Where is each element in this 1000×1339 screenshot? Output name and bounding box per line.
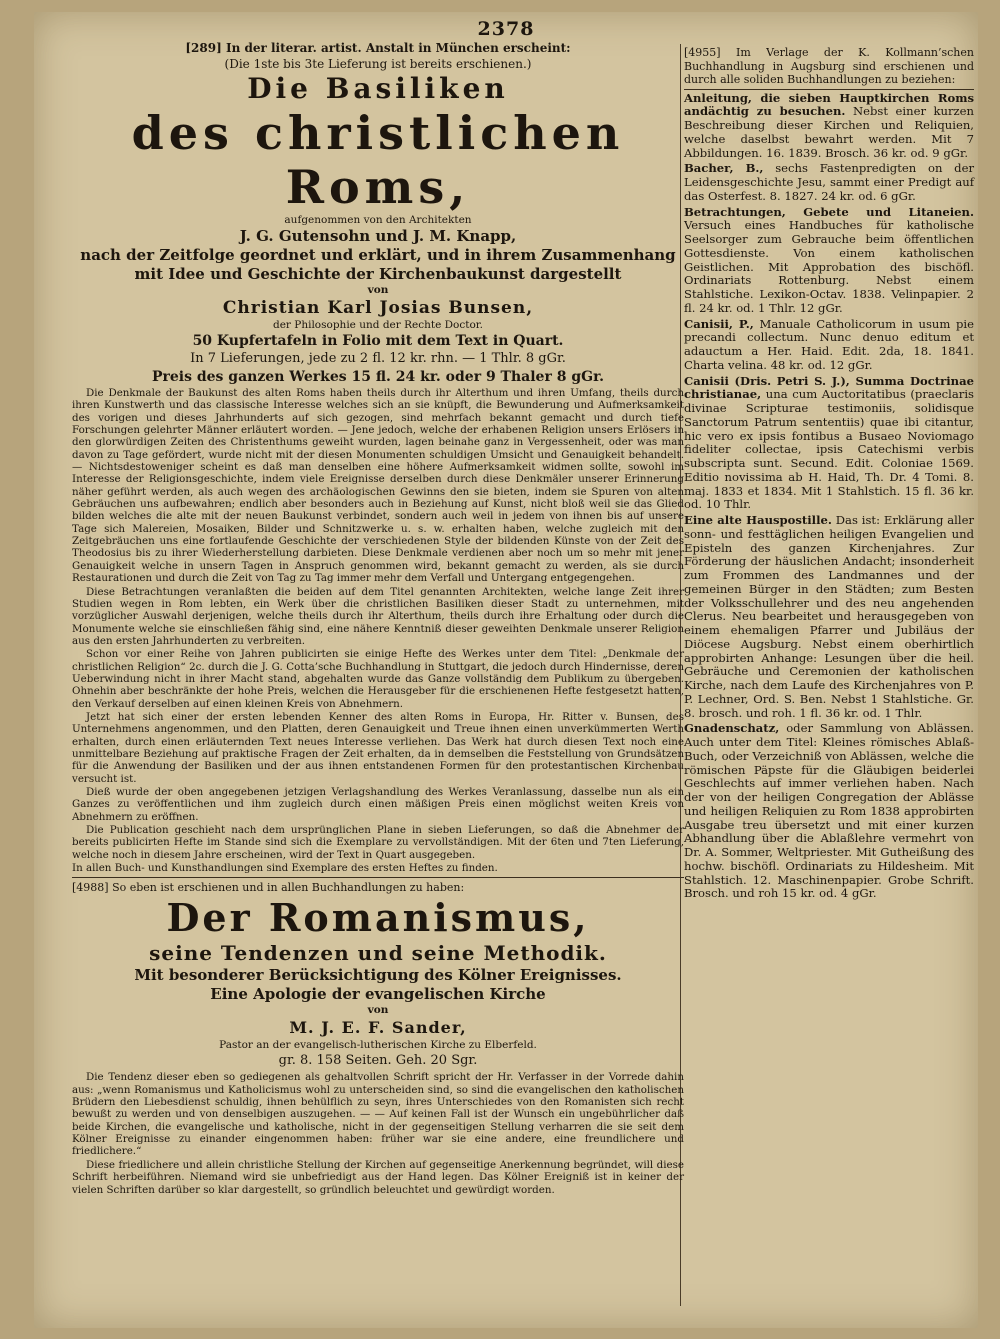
book-entry [684, 206, 974, 316]
left-column [72, 40, 684, 1196]
ad-subtitle: nach der Zeitfolge geordnet und erklärt, und in ihrem Zusammenhang mit Idee und Geschichte der Kirchenbaukunst dargestellt [80, 246, 676, 283]
ad-header-note: (Die 1ste bis 3te Lieferung ist bereits erschienen.) [224, 57, 532, 71]
romanismus-advertisement [72, 880, 684, 1195]
ad-line4: Eine Apologie der evangelischen Kirche [210, 985, 546, 1004]
book-entry [684, 318, 974, 373]
ad-line3: Mit besonderer Berücksichtigung des Kölner Ereignisses. [134, 966, 622, 985]
book-entry [684, 162, 974, 203]
ad-header: [4988] So eben ist erschienen und in allen Buchhandlungen zu haben: [72, 881, 465, 895]
ad-paragraph: Diese Betrachtungen veranlaßten die beiden auf dem Titel genannten Architekten, welche lange Zeit ihrer Studien wegen in Rom lebten, ein Werk über die christlichen Basiliken dieser Stadt zu unternehmen, mit vorzüglicher Auswahl derjenigen, welche theils durch ihr Alterthum, theils durch ihre Erhaltung oder durch die Monumente welche sie einschließen fähig sind, eine nähere Kenntniß dieser geweihten Denkmale unserer Religion aus den ersten Jahrhunderten zu verbreiten. [72, 585, 684, 647]
ad-plates: 50 Kupfertafeln in Folio mit dem Text in Quart. [192, 333, 564, 349]
entry-head: Eine alte Hauspostille. [684, 513, 832, 527]
basiliken-advertisement [72, 40, 684, 874]
ad-total-price: Preis des ganzen Werkes 15 fl. 24 kr. oder 9 Thaler 8 gGr. [151, 369, 605, 385]
entry-text: Versuch eines Handbuches für katholische Seelsorger zum Gebrauche beim öffentlichen Gottesdienste. Von einem katholischen Geistlichen. Mit Approbation des bischöfl. Ordinariats Rottenburg. Nebst einem Stahlstiche. Lexikon-Octav. 1838. Velinpapier. 2 fl. 24 kr. od. 1 Thlr. 12 gGr. [684, 218, 974, 315]
ad-recorded-by: aufgenommen von den Architekten [284, 214, 472, 226]
book-entry [684, 375, 974, 513]
book-entry [684, 92, 974, 161]
entry-head: Anleitung, die sieben Hauptkirchen Roms andächtig zu besuchen. [684, 90, 974, 119]
ad-paragraph: Die Publication geschieht nach dem ursprünglichen Plane in sieben Lieferungen, so daß die Abnehmer der bereits publicirten Hefte im Stande sind sich die Exemplare zu vervollständigen. Mit der 6ten und 7ten Lieferung, welche noch in diesem Jahre erscheinen, wird der Text in Quart ausgegeben. [72, 824, 684, 861]
newspaper-page [34, 12, 978, 1328]
book-list [684, 92, 974, 902]
ad-author: Christian Karl Josias Bunsen, [222, 298, 534, 318]
publisher-header: [4955] Im Verlage der K. Kollmann’schen Buchhandlung in Augsburg sind erschienen und durch alle soliden Buchhandlungen zu beziehen: [684, 46, 974, 86]
entry-head: Betrachtungen, Gebete und Litaneien. [684, 204, 974, 219]
ad-author: M. J. E. F. Sander, [289, 1018, 467, 1038]
ad-format: gr. 8. 158 Seiten. Geh. 20 Sgr. [278, 1053, 478, 1069]
ad-paragraph: Die Tendenz dieser eben so gediegenen als gehaltvollen Schrift spricht der Hr. Verfasser in der Vorrede dahin aus: „wenn Romanismus und Katholicismus wohl zu unterscheiden sind, so sind die evangelischen den katholischen Brüdern den Liebesdienst schuldig, ihnen behülflich zu seyn, ihres Unterschiedes von den Romanisten sich recht bewußt zu werden und von denselbigen auszugehen. — — Auf keinen Fall ist der Wunsch ein ungebührlicher daß beide Kirchen, die evangelische und katholische, nicht in der gegenseitigen Stellung verharren die sie seit dem Kölner Ereignisse zu einander eingenommen haben: früher war sie eine andere, eine freundlichere und friedlichere.“ [72, 1071, 684, 1158]
ad-author-position: Pastor an der evangelisch-lutherischen Kirche zu Elberfeld. [219, 1039, 537, 1052]
ad-deliveries: In 7 Lieferungen, jede zu 2 fl. 12 kr. rhn. — 1 Thlr. 8 gGr. [190, 351, 566, 366]
ad-title-line2: des christlichen Roms, [131, 106, 625, 214]
book-entry [684, 514, 974, 720]
ad-closing-note: In allen Buch- und Kunsthandlungen sind Exemplare des ersten Heftes zu finden. [72, 862, 498, 875]
entry-head: Canisii, P., [684, 316, 754, 331]
entry-text: oder Sammlung von Ablässen. Auch unter dem Titel: Kleines römisches Ablaß-Buch, oder Verzeichniß von Ablässen, welche die römischen Päpste für die Gläubigen beiderlei Geschlechts auf immer verliehen haben. Nach der von der heiligen Congregation der Ablässe und heiligen Reliquien zu Rom 1838 approbirten Ausgabe treu übersetzt und mit einer kurzen Abhandlung über die Ablaßlehre vermehrt von Dr. A. Sommer, Weltpriester. Mit Gutheißung des hochw. bischöfl. Ordinariats zu Hildesheim. Mit Stahlstich. 12. Maschinenpapier. Grobe Schrift. Brosch. und roh 15 kr. od. 4 gGr. [684, 721, 974, 901]
entry-text: Nebst einer kurzen Beschreibung dieser Kirchen und Reliquien, welche daselbst bewahrt werden. Mit 7 Abbildungen. 16. 1839. Brosch. 36 kr. od. 9 gGr. [684, 104, 974, 160]
entry-text: Das ist: Erklärung aller sonn- und festtäglichen heiligen Evangelien und Episteln des ganzen Kirchenjahres. Zur Förderung der häuslichen Andacht; insonderheit zum Frommen des Landmannes und der gemeinen Bürger in den Städten; zum Besten der Volksschullehrer und des neu angehenden Clerus. Neu bearbeitet und herausgegeben von einem ehemaligen Pfarrer und Jubiläus der Diöcese Augsburg. Nebst einem oberhirtlich approbirten Anhange: Lesungen über die heil. Gebräuche und Ceremonien der katholischen Kirche, nach dem Laufe des Kirchenjahres von P. P. Lechner, Ord. S. Ben. Nebst 1 Stahlstiche. Gr. 8. brosch. und roh. 1 fl. 36 kr. od. 1 Thlr. [684, 513, 974, 720]
ad-subtitle: seine Tendenzen und seine Methodik. [149, 941, 607, 966]
ad-paragraph: Diese friedlichere und allein christliche Stellung der Kirchen auf gegenseitige Anerkennung begründet, will diese Schrift herbeiführen. Niemand wird sie unbefriedigt aus der Hand legen. Das Kölner Ereigniß ist in keiner der vielen Schriften darüber so klar dargestellt, so gründlich beleuchtet und gewürdigt worden. [72, 1158, 684, 1196]
ad-paragraph: Jetzt hat sich einer der ersten lebenden Kenner des alten Roms in Europa, Hr. Ritter v. Bunsen, des Unternehmens angenommen, und den Platten, deren Genauigkeit und Treue ihnen einen unverkümmerten Werth erhalten, durch einen erläuternden Text neues Interesse verliehen. Das Werk hat durch diesen Text noch eine unmittelbare Beziehung auf praktische Fragen der Zeit erhalten, da in demselben die Feststellung von Grundsätzen für die Anwendung der Basiliken und der aus ihnen entstandenen Formen für den protestantischen Kirchenbau versucht ist. [72, 710, 684, 785]
page-number: 2378 [477, 18, 535, 40]
header-divider [684, 89, 974, 90]
ad-header: [289] In der literar. artist. Anstalt in München erscheint: [185, 41, 571, 55]
ad-paragraph: Die Denkmale der Baukunst des alten Roms haben theils durch ihr Alterthum und ihren Umfang, theils durch ihren Kunstwerth und das classische Interesse welches sich an sie knüpft, die Bewunderung und Aufmerksamkeit des vorigen und dieses Jahrhunderts auf sich gezogen, sind mehrfach bekannt gemacht und durch tiefe Forschungen gelehrter Männer erläutert worden. — Jene jedoch, welche der erhabenen Religion unsers Erlösers in den glorwürdigen Zeiten des Christenthums geweiht wurden, lagen beinahe ganz in Vergessenheit, oder was man davon zu Tage gefördert, wurde nicht mit der diesen Monumenten schuldigen Umsicht und Genauigkeit behandelt. — Nichtsdestoweniger scheint es daß man denselben eine höhere Aufmerksamkeit widmen sollte, sowohl im Interesse der Religionsgeschichte, indem viele Ereignisse derselben durch diese Denkmäler unserer Erinnerung näher geführt werden, als auch wegen des archäologischen Gewinns den sie bieten, indem sie Spuren von alten Gebräuchen uns aufbewahren; endlich aber besonders auch in Beziehung auf Kunst, nicht bloß weil sie das Glied bilden welches die alte mit der neuen Baukunst verbindet, sondern auch weil in jedem von ihnen bis auf unsere Tage sich Malereien, Mosaiken, Bilder und Schnitzwerke u. s. w. erhalten haben, welche zugleich mit den Zeitgebräuchen uns eine fortlaufende Geschichte der verschiedenen Style der bildenden Künste von der Zeit des Theodosius bis zu ihrer Wiederherstellung darbieten. Diese Denkmale verdienen aber noch um so mehr mit jener Genauigkeit welche in unsern Tagen in Anspruch genommen wird, bekannt gemacht zu werden, als sie durch Restaurationen und durch die Zeit von Tag zu Tag immer mehr dem Verfall und Untergang entgegengehen. [72, 387, 684, 585]
ad-von: von [367, 1004, 389, 1017]
entry-head: Canisii (Dris. Petri S. J.), Summa Doctrinae christianae, [684, 373, 974, 402]
ad-architects: J. G. Gutensohn und J. M. Knapp, [239, 227, 517, 245]
ad-paragraph: Schon vor einer Reihe von Jahren publicirten sie einige Hefte des Werkes unter dem Titel: „Denkmale der christlichen Religion“ 2c. durch die J. G. Cotta’sche Buchhandlung in Stuttgart, die jedoch durch Hindernisse, deren Ueberwindung nicht in ihrer Macht stand, abgehalten wurde das Ganze vollständig dem Publikum zu übergeben. Ohnehin aber beschränkte der hohe Preis, welchen die Herausgeber für die erschienenen Hefte festgesetzt hatten, den Verkauf derselben auf einen kleinen Kreis von Abnehmern. [72, 648, 684, 710]
entry-head: Bacher, B., [684, 161, 764, 176]
book-entry [684, 722, 974, 901]
entry-text: sechs Fastenpredigten on der Leidensgeschichte Jesu, sammt einer Predigt auf das Osterfest. 8. 1827. 24 kr. od. 6 gGr. [684, 161, 974, 203]
ad-von: von [367, 284, 389, 296]
ad-author-degree: der Philosophie und der Rechte Doctor. [272, 319, 484, 331]
entry-text: Manuale Catholicorum in usum pie precandi collectum. Nunc denuo editum et adauctum a Her. Haid. Edit. 2da, 18. 1841. Charta velina. 48 kr. od. 12 gGr. [684, 316, 975, 372]
ad-title: Der Romanismus, [166, 895, 590, 941]
entry-text: una cum Auctoritatibus (praeclaris divinae Scripturae testimoniis, solidisque Sanctorum Patrum sententiis) quae ibi citantur, hic vero ex ipsis fontibus a Busaeo Noviomago fideliter collectae, ipsis Catechismi verbis subscripta sunt. Secund. Edit. Coloniae 1569. Editio novissima ab H. Haid, Th. Dr. 4 Tomi. 8. maj. 1833 et 1834. Mit 1 Stahlstich. 15 fl. 36 kr. od. 10 Thlr. [684, 387, 974, 512]
ad-paragraph: Dieß wurde der oben angegebenen jetzigen Verlagshandlung des Werkes Veranlassung, dasselbe nun als ein Ganzes zu veröffentlichen und ihm zugleich durch einen mäßigen Preis einen möglichst weiten Kreis von Abnehmern zu eröffnen. [72, 786, 684, 823]
ad-divider [72, 877, 684, 878]
ad-title-line1: Die Basiliken [247, 72, 509, 105]
right-column [684, 46, 974, 901]
entry-head: Gnadenschatz, [684, 721, 780, 736]
